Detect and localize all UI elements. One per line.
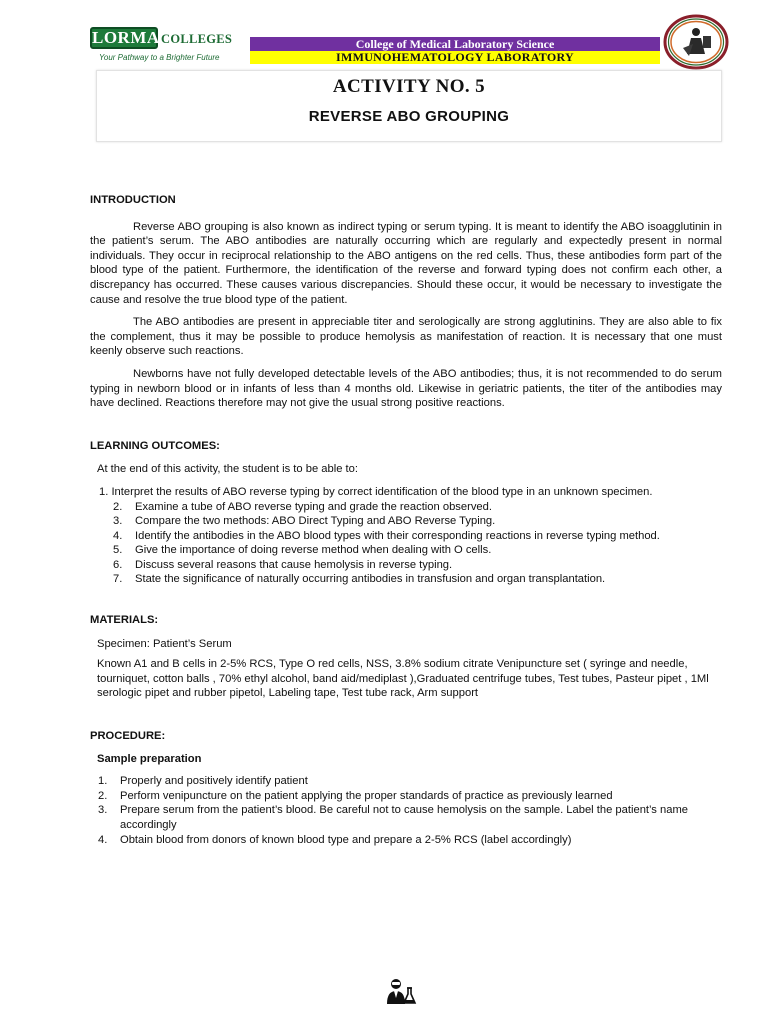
list-item-text: Prepare serum from the patient’s blood. Be careful not to cause hemolysis on the sample. Label the patient’s name accordingly	[120, 804, 688, 831]
logo-tagline: Your Pathway to a Brighter Future	[99, 53, 220, 62]
lorma-logo	[90, 26, 240, 66]
materials-list: Known A1 and B cells in 2-5% RCS, Type O red cells, NSS, 3.8% sodium citrate Venipuncture set ( syringe and needle, tourniquet, cotton balls , 70% ethyl alcohol, band aid/mediplast ),Graduated centrifuge tubes, Test tubes, Pasteur pipet , 1Ml serologic pipet and rubber pipetol, Labeling tape, Test tube rack, Arm support	[97, 658, 709, 700]
learning-outcomes-list	[90, 485, 722, 587]
list-item-text: Properly and positively identify patient	[120, 775, 308, 788]
list-item	[90, 558, 722, 573]
procedure-steps	[90, 774, 722, 847]
sample-preparation-heading: Sample preparation	[97, 752, 202, 765]
list-item-number: 2.	[113, 500, 123, 513]
list-item-number: 3.	[98, 804, 108, 817]
list-item-number: 6.	[113, 558, 123, 571]
list-item-number: 5.	[113, 544, 123, 557]
list-item-text: Interpret the results of ABO reverse typing by correct identification of the blood type in an unknown specimen.	[111, 485, 653, 498]
list-item-number: 4.	[113, 529, 123, 542]
intro-paragraph-2: The ABO antibodies are present in appreciable titer and serologically are strong agglutinins. They are also able to fix the complement, thus it may be possible to produce hemolysis as manifestation of reaction. It is necessary that one must keenly observe such reactions.	[90, 316, 722, 358]
list-item-number: 1.	[98, 775, 108, 788]
list-item	[90, 543, 722, 558]
procedure-heading: PROCEDURE:	[90, 730, 166, 743]
list-item	[90, 774, 722, 789]
activity-subtitle: REVERSE ABO GROUPING	[308, 108, 510, 125]
logo-wordmark: LORMA	[92, 28, 160, 47]
logo-colleges: COLLEGES	[161, 32, 233, 46]
list-item-text: Identify the antibodies in the ABO blood types with their corresponding reactions in reverse typing method.	[135, 529, 660, 542]
activity-title: ACTIVITY NO. 5	[332, 76, 486, 97]
intro-paragraph-3: Newborns have not fully developed detectable levels of the ABO antibodies; thus, it is not recommended to do serum typing in newborn blood or in infants of less than 4 months old. Likewise in geriatric patients, the titer of the antibodies may have declined. Reactions therefore may not give the usual strong positive reactions.	[90, 367, 722, 410]
list-item-text: Examine a tube of ABO reverse typing and grade the reaction observed.	[135, 500, 492, 513]
college-banner: College of Medical Laboratory Science	[250, 37, 660, 51]
college-seal-icon	[663, 14, 729, 70]
lab-banner: IMMUNOHEMATOLOGY LABORATORY	[250, 51, 660, 64]
title-box	[96, 70, 722, 142]
list-item-number: 1.	[99, 485, 109, 498]
list-item	[90, 500, 722, 515]
list-item-number: 2.	[98, 789, 108, 802]
list-item-number: 7.	[113, 573, 123, 586]
list-item-text: State the significance of naturally occurring antibodies in transfusion and organ transplantation.	[135, 573, 606, 586]
list-item-text: Give the importance of doing reverse method when dealing with O cells.	[135, 544, 492, 557]
list-item	[90, 833, 722, 848]
list-item-number: 4.	[98, 833, 108, 846]
introduction-heading: INTRODUCTION	[90, 194, 176, 206]
materials-specimen: Specimen: Patient’s Serum	[97, 637, 232, 650]
intro-paragraph-1: Reverse ABO grouping is also known as indirect typing or serum typing. It is meant to identify the ABO isoagglutinin in the patient’s serum. The ABO antibodies are naturally occurring which are regularly and expectedly present in normal individuals. They occur in reciprocal relationship to the ABO antigens on the red cells. Thus, these antibodies form part of the blood type of the patient. Furthermore, the identification of the reverse and forward typing does not confirm each other, a discrepancy has occurred. These causes various discrepancies. Should these occur, it would be necessary to investigate the cause and resolve the true blood type of the patient.	[90, 220, 722, 306]
lab-scientist-icon	[382, 976, 418, 1006]
list-item-number: 3.	[113, 515, 123, 528]
list-item	[90, 485, 722, 500]
list-item	[90, 514, 722, 529]
list-item	[90, 803, 722, 832]
materials-heading: MATERIALS:	[90, 614, 159, 627]
list-item-text: Obtain blood from donors of known blood type and prepare a 2-5% RCS (label accordingly)	[120, 833, 572, 846]
learning-outcomes-heading: LEARNING OUTCOMES:	[90, 439, 220, 452]
list-item-text: Perform venipuncture on the patient applying the proper standards of practice as previously learned	[120, 789, 613, 802]
list-item	[90, 572, 722, 587]
learning-outcomes-lead: At the end of this activity, the student is to be able to:	[97, 463, 358, 476]
list-item	[90, 529, 722, 544]
list-item	[90, 789, 722, 804]
list-item-text: Discuss several reasons that cause hemolysis in reverse typing.	[135, 558, 453, 571]
list-item-text: Compare the two methods: ABO Direct Typing and ABO Reverse Typing.	[135, 515, 496, 528]
document-body	[90, 193, 722, 847]
